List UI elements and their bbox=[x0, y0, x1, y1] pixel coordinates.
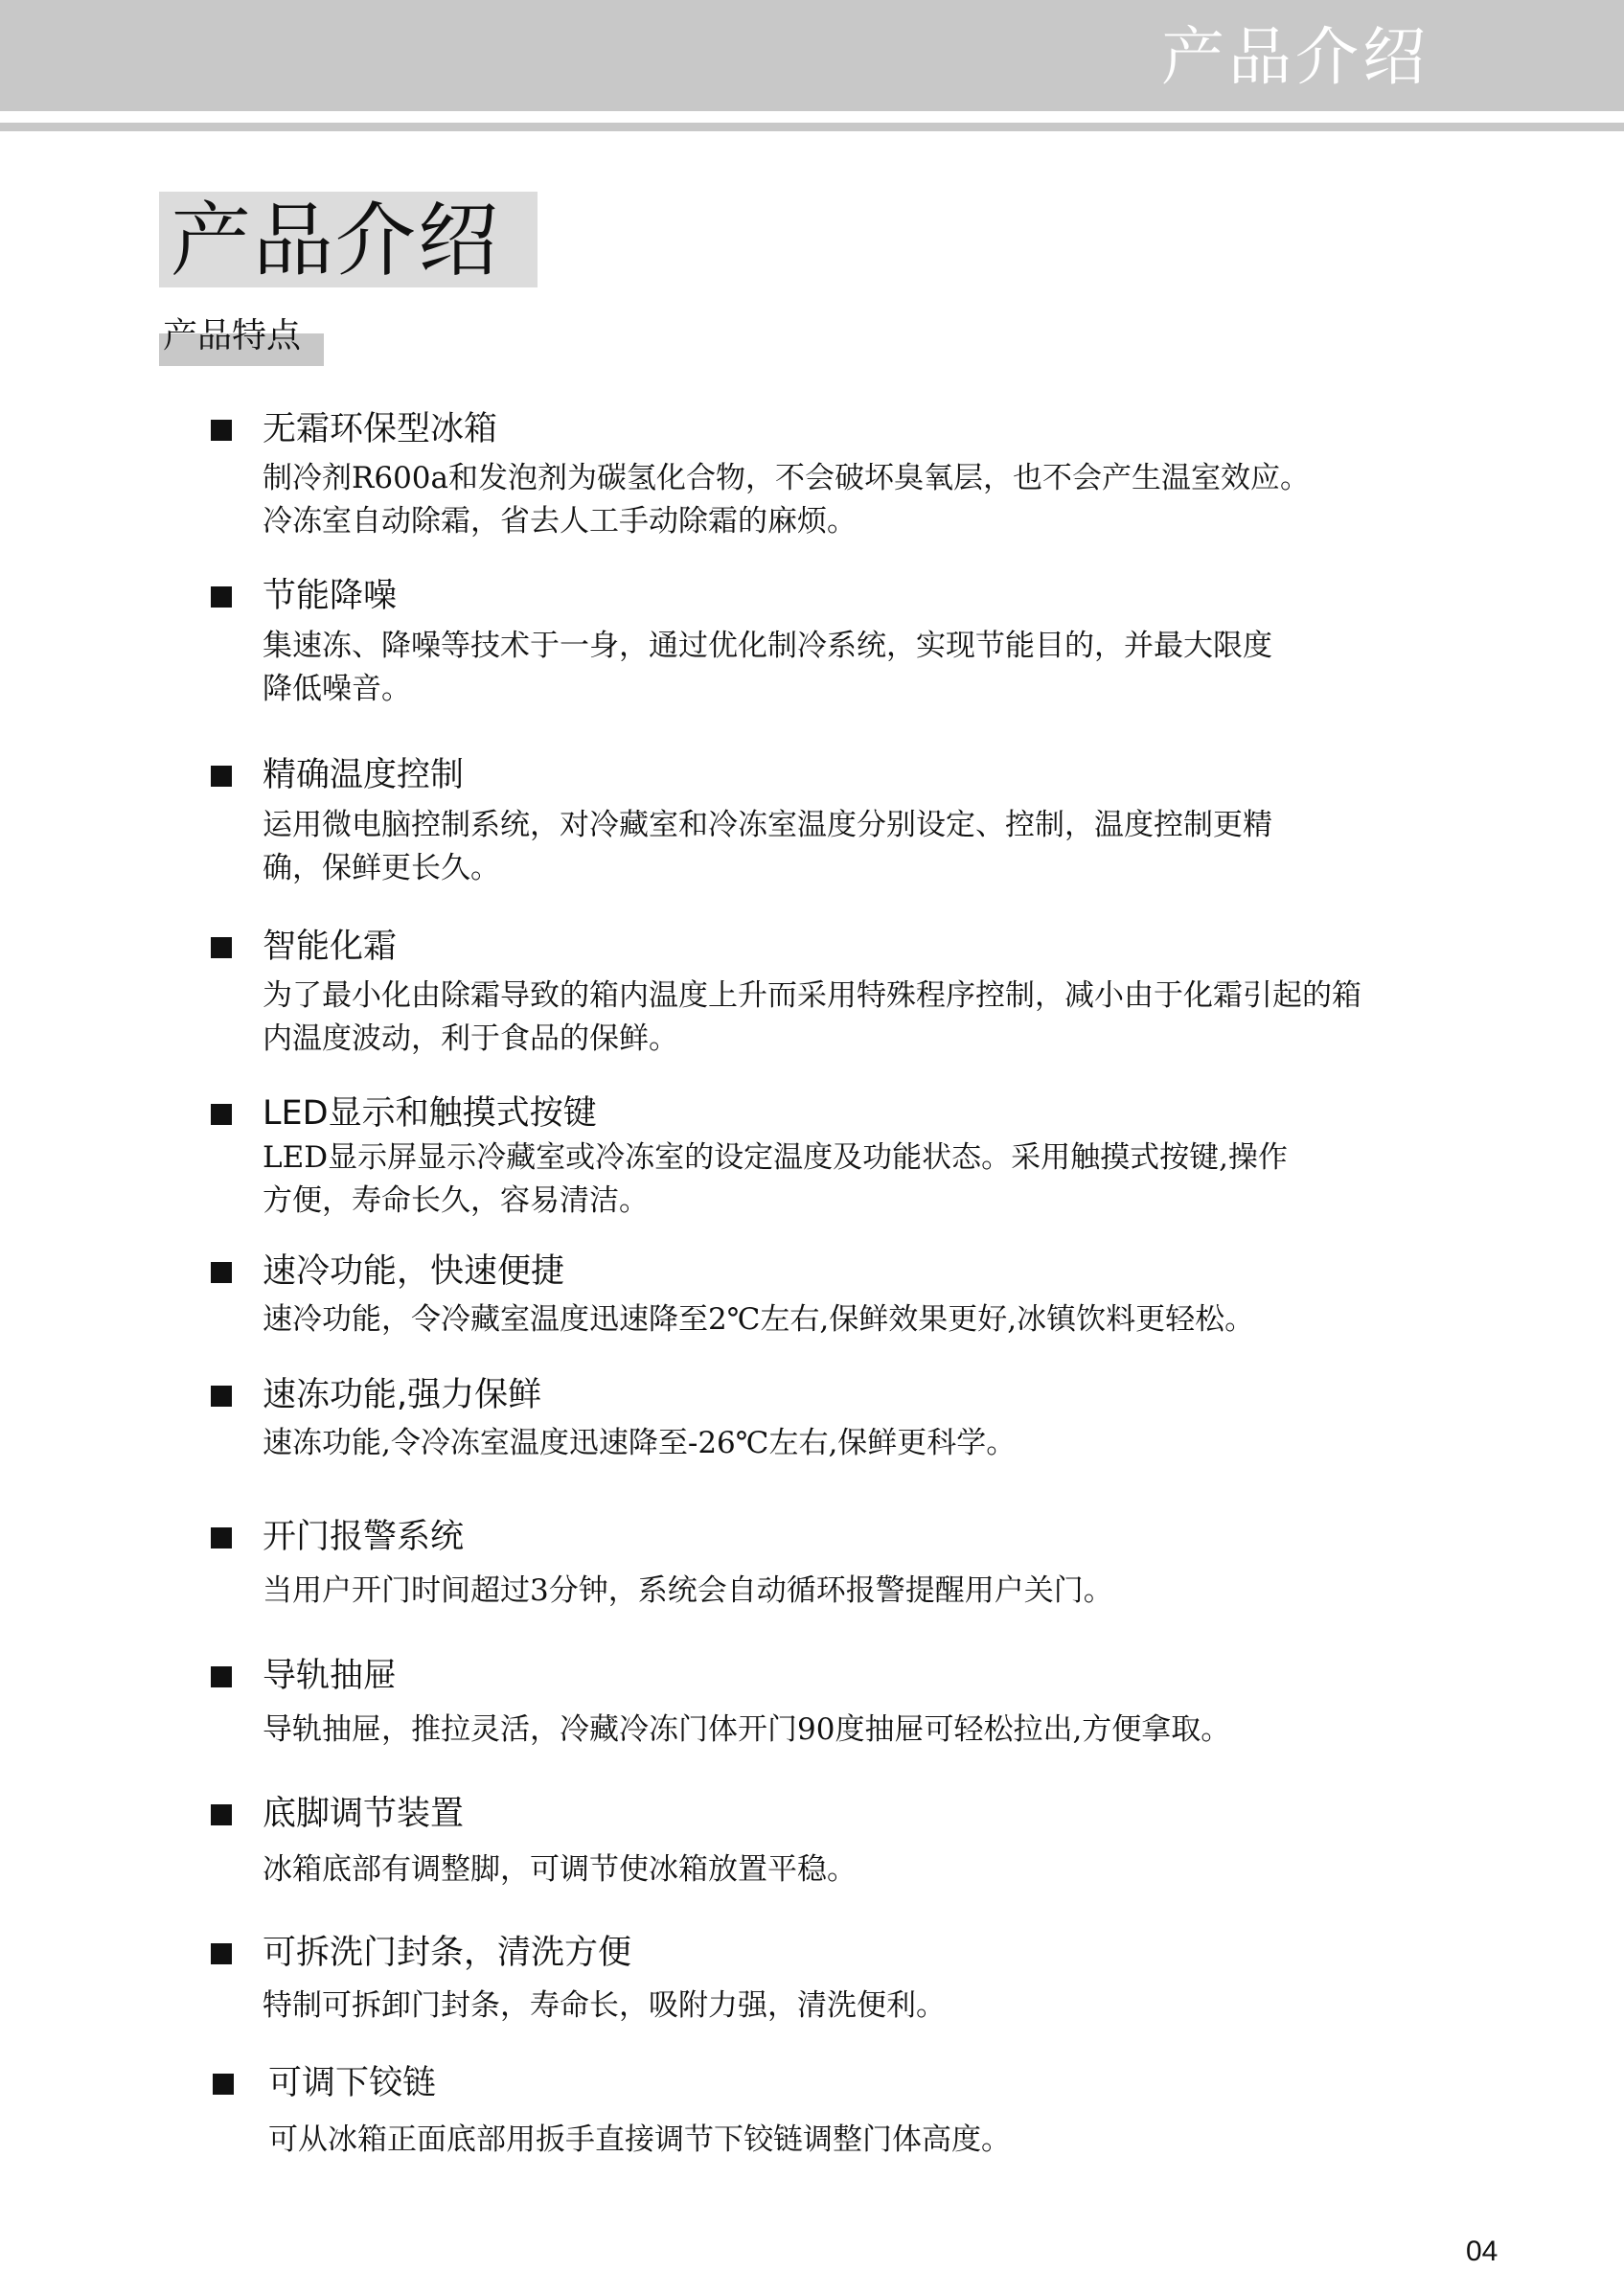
feature-description bbox=[263, 804, 1470, 890]
header-band bbox=[0, 0, 1624, 111]
feature-description-line: 导轨抽屉，推拉灵活，冷藏冷冻门体开门90度抽屉可轻松拉出,方便拿取。 bbox=[263, 1712, 1231, 1747]
header-title: 产品介绍 bbox=[1161, 20, 1430, 94]
feature-description bbox=[263, 1570, 1470, 1613]
feature-title: 无霜环保型冰箱 bbox=[263, 410, 498, 448]
feature-description-line: 制冷剂R600a和发泡剂为碳氢化合物，不会破坏臭氧层，也不会产生温室效应。 bbox=[263, 461, 1310, 495]
feature-description-line: 冷冻室自动除霜，省去人工手动除霜的麻烦。 bbox=[263, 504, 857, 539]
feature-description bbox=[263, 1848, 1470, 1892]
bullet-square-icon bbox=[211, 1262, 232, 1283]
feature-description bbox=[263, 1136, 1470, 1223]
feature-description-line: 运用微电脑控制系统，对冷藏室和冷冻室温度分别设定、控制，温度控制更精 bbox=[263, 808, 1272, 842]
bullet-square-icon bbox=[211, 1527, 232, 1548]
feature-title: 底脚调节装置 bbox=[263, 1795, 465, 1833]
feature-title: 智能化霜 bbox=[263, 928, 398, 966]
feature-title: 开门报警系统 bbox=[263, 1518, 465, 1556]
bullet-square-icon bbox=[211, 937, 232, 958]
section-title: 产品介绍 bbox=[171, 194, 501, 287]
feature-description-line: 确，保鲜更长久。 bbox=[263, 851, 500, 885]
feature-description-line: LED显示屏显示冷藏室或冷冻室的设定温度及功能状态。采用触摸式按键,操作 bbox=[263, 1140, 1288, 1175]
feature-title: 可调下铰链 bbox=[268, 2064, 437, 2102]
feature-description-line: 内温度波动，利于食品的保鲜。 bbox=[263, 1021, 678, 1056]
feature-description-line: 当用户开门时间超过3分钟，系统会自动循环报警提醒用户关门。 bbox=[263, 1573, 1113, 1608]
feature-description bbox=[263, 625, 1470, 711]
bullet-square-icon bbox=[211, 1943, 232, 1964]
feature-description bbox=[263, 975, 1470, 1061]
feature-title: 速冷功能，快速便捷 bbox=[263, 1252, 565, 1291]
bullet-square-icon bbox=[211, 766, 232, 787]
feature-description-line: 集速冻、降噪等技术于一身，通过优化制冷系统，实现节能目的，并最大限度 bbox=[263, 629, 1272, 663]
feature-description bbox=[263, 1984, 1470, 2028]
header-divider bbox=[0, 123, 1624, 131]
feature-description-line: 降低噪音。 bbox=[263, 672, 411, 706]
feature-title: 节能降噪 bbox=[263, 577, 398, 615]
bullet-square-icon bbox=[211, 1104, 232, 1125]
bullet-square-icon bbox=[211, 586, 232, 608]
feature-title: 速冻功能,强力保鲜 bbox=[263, 1376, 542, 1414]
section-subtitle: 产品特点 bbox=[163, 316, 302, 356]
feature-title: 精确温度控制 bbox=[263, 756, 465, 794]
feature-description bbox=[263, 1422, 1470, 1465]
bullet-square-icon bbox=[211, 1386, 232, 1407]
feature-description-line: 特制可拆卸门封条，寿命长，吸附力强，清洗便利。 bbox=[263, 1988, 946, 2023]
feature-description bbox=[263, 1709, 1470, 1752]
feature-description bbox=[268, 2119, 1475, 2162]
feature-description bbox=[263, 457, 1470, 543]
feature-description-line: 方便，寿命长久，容易清洁。 bbox=[263, 1183, 649, 1218]
feature-description bbox=[263, 1298, 1470, 1342]
bullet-square-icon bbox=[211, 420, 232, 441]
bullet-square-icon bbox=[213, 2074, 234, 2095]
feature-description-line: 速冷功能，令冷藏室温度迅速降至2℃左右,保鲜效果更好,冰镇饮料更轻松。 bbox=[263, 1302, 1255, 1337]
bullet-square-icon bbox=[211, 1804, 232, 1825]
bullet-square-icon bbox=[211, 1666, 232, 1687]
feature-title: LED显示和触摸式按键 bbox=[263, 1094, 597, 1133]
feature-description-line: 为了最小化由除霜导致的箱内温度上升而采用特殊程序控制，减小由于化霜引起的箱 bbox=[263, 978, 1361, 1013]
page-number: 04 bbox=[1466, 2236, 1498, 2267]
feature-title: 可拆洗门封条，清洗方便 bbox=[263, 1934, 632, 1972]
feature-title: 导轨抽屉 bbox=[263, 1657, 398, 1695]
feature-description-line: 可从冰箱正面底部用扳手直接调节下铰链调整门体高度。 bbox=[268, 2122, 1011, 2157]
feature-description-line: 速冻功能,令冷冻室温度迅速降至-26℃左右,保鲜更科学。 bbox=[263, 1426, 1017, 1460]
feature-description-line: 冰箱底部有调整脚，可调节使冰箱放置平稳。 bbox=[263, 1852, 857, 1887]
